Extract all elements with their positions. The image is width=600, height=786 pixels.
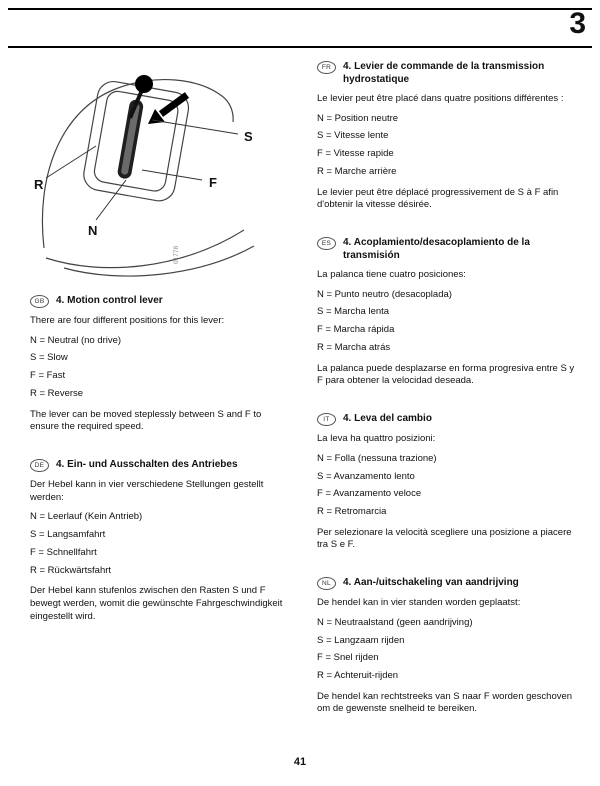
lang-badge-nl: NL [317,577,336,590]
position-line: F = Marcha rápida [317,324,395,336]
section-header [317,236,576,262]
section-fr [317,60,576,212]
position-list [30,335,289,401]
page-number: 41 [293,756,307,768]
section-outro: De hendel kan rechtstreeks van S naar F worden geschoven om de gewenste snelheid te bereiken. [317,690,573,715]
figure-code: 01778 [173,245,180,264]
lever-diagram [30,62,285,280]
position-line: N = Folla (nessuna trazione) [317,452,437,464]
section-intro: De hendel kan in vier standen worden geplaatst: [317,597,521,609]
position-list [317,289,576,355]
position-line: F = Snel rijden [317,652,379,664]
leader-f [142,170,202,180]
position-list [317,113,576,179]
right-column [317,60,576,740]
position-line: S = Marcha lenta [317,306,390,318]
position-line: N = Punto neutro (desacoplada) [317,288,452,300]
lang-badge-it: IT [317,413,336,426]
label-s: S [244,129,253,144]
arrow-shaft [161,95,187,114]
section-outro: La palanca puede desplazarse en forma progresiva entre S y F para obtener la velocidad deseada. [317,362,575,387]
section-outro: The lever can be moved steplessly between S and F to ensure the required speed. [30,408,262,433]
position-line: S = Slow [30,352,68,364]
position-line: R = Reverse [30,387,84,399]
position-line: N = Position neutre [317,112,399,124]
section-gb [30,294,289,434]
section-outro: Der Hebel kann stufenlos zwischen den Rasten S und F bewegt werden, womit die gewünschte Fahrgeschwindigkeit eingestellt wird. [30,585,283,622]
position-line: F = Fast [30,370,66,382]
section-intro: La palanca tiene cuatro posiciones: [317,269,466,281]
section-es [317,236,576,388]
fender-edge-bottom-1 [46,230,244,268]
position-line: R = Marcha atrás [317,341,391,353]
section-title: 4. Acoplamiento/desacoplamiento de la transmisión [343,237,530,262]
label-f: F [209,175,217,190]
leader-r [46,146,96,178]
section-intro: La leva ha quattro posizioni: [317,433,436,445]
chapter-number: 3 [569,7,586,40]
lang-badge-gb: GB [30,295,49,308]
section-nl [317,576,576,716]
section-intro: Le levier peut être placé dans quatre positions différentes : [317,93,564,104]
section-title: 4. Leva del cambio [343,413,432,425]
position-line: F = Avanzamento veloce [317,488,422,500]
section-header [317,412,576,426]
section-header [30,294,289,308]
lang-badge-de: DE [30,459,49,472]
position-line: R = Rückwärtsfahrt [30,564,112,576]
section-title: 4. Aan-/uitschakeling van aandrijving [343,577,519,589]
section-title: 4. Ein- und Ausschalten des Antriebes [56,459,238,471]
section-de [30,458,289,623]
position-line: R = Retromarcia [317,505,387,517]
position-list [317,453,576,519]
leader-n [96,180,126,220]
lang-badge-es: ES [317,237,336,250]
page-content [30,60,576,740]
position-line: S = Vitesse lente [317,130,389,142]
left-column [30,60,289,740]
position-line: F = Vitesse rapide [317,148,394,160]
section-header [317,60,576,86]
section-title: 4. Levier de commande de la transmission hydrostatique [343,61,545,85]
section-header [317,576,576,590]
position-line: N = Neutral (no drive) [30,334,122,346]
leader-s [152,120,238,134]
label-n: N [88,223,98,238]
position-line: R = Marche arrière [317,165,397,177]
position-line: N = Neutraalstand (geen aandrijving) [317,616,473,628]
position-line: S = Langsamfahrt [30,529,106,541]
section-it [317,412,576,552]
position-list [317,617,576,683]
section-outro: Per selezionare la velocità scegliere una posizione a piacere tra S e F. [317,526,572,551]
label-r: R [34,177,44,192]
fender-edge-left [42,88,118,248]
fender-edge-bottom-2 [64,246,254,276]
position-line: N = Leerlauf (Kein Antrieb) [30,511,143,523]
position-line: R = Achteruit-rijden [317,669,399,681]
section-title: 4. Motion control lever [56,295,163,306]
position-line: S = Langzaam rijden [317,634,405,646]
lever-knob [135,75,153,93]
position-line: F = Schnellfahrt [30,546,97,558]
position-line: S = Avanzamento lento [317,470,415,482]
header-rule [8,46,592,48]
section-intro: There are four different positions for this lever: [30,315,225,326]
section-header [30,458,289,472]
position-list [30,511,289,577]
lever-diagram-svg [30,62,285,280]
section-intro: Der Hebel kann in vier verschiedene Stellungen gestellt werden: [30,479,264,503]
top-rule [8,8,592,10]
lang-badge-fr: FR [317,61,336,74]
section-outro: Le levier peut être déplacé progressivement de S à F afin d'obtenir la vitesse désirée. [317,186,559,211]
